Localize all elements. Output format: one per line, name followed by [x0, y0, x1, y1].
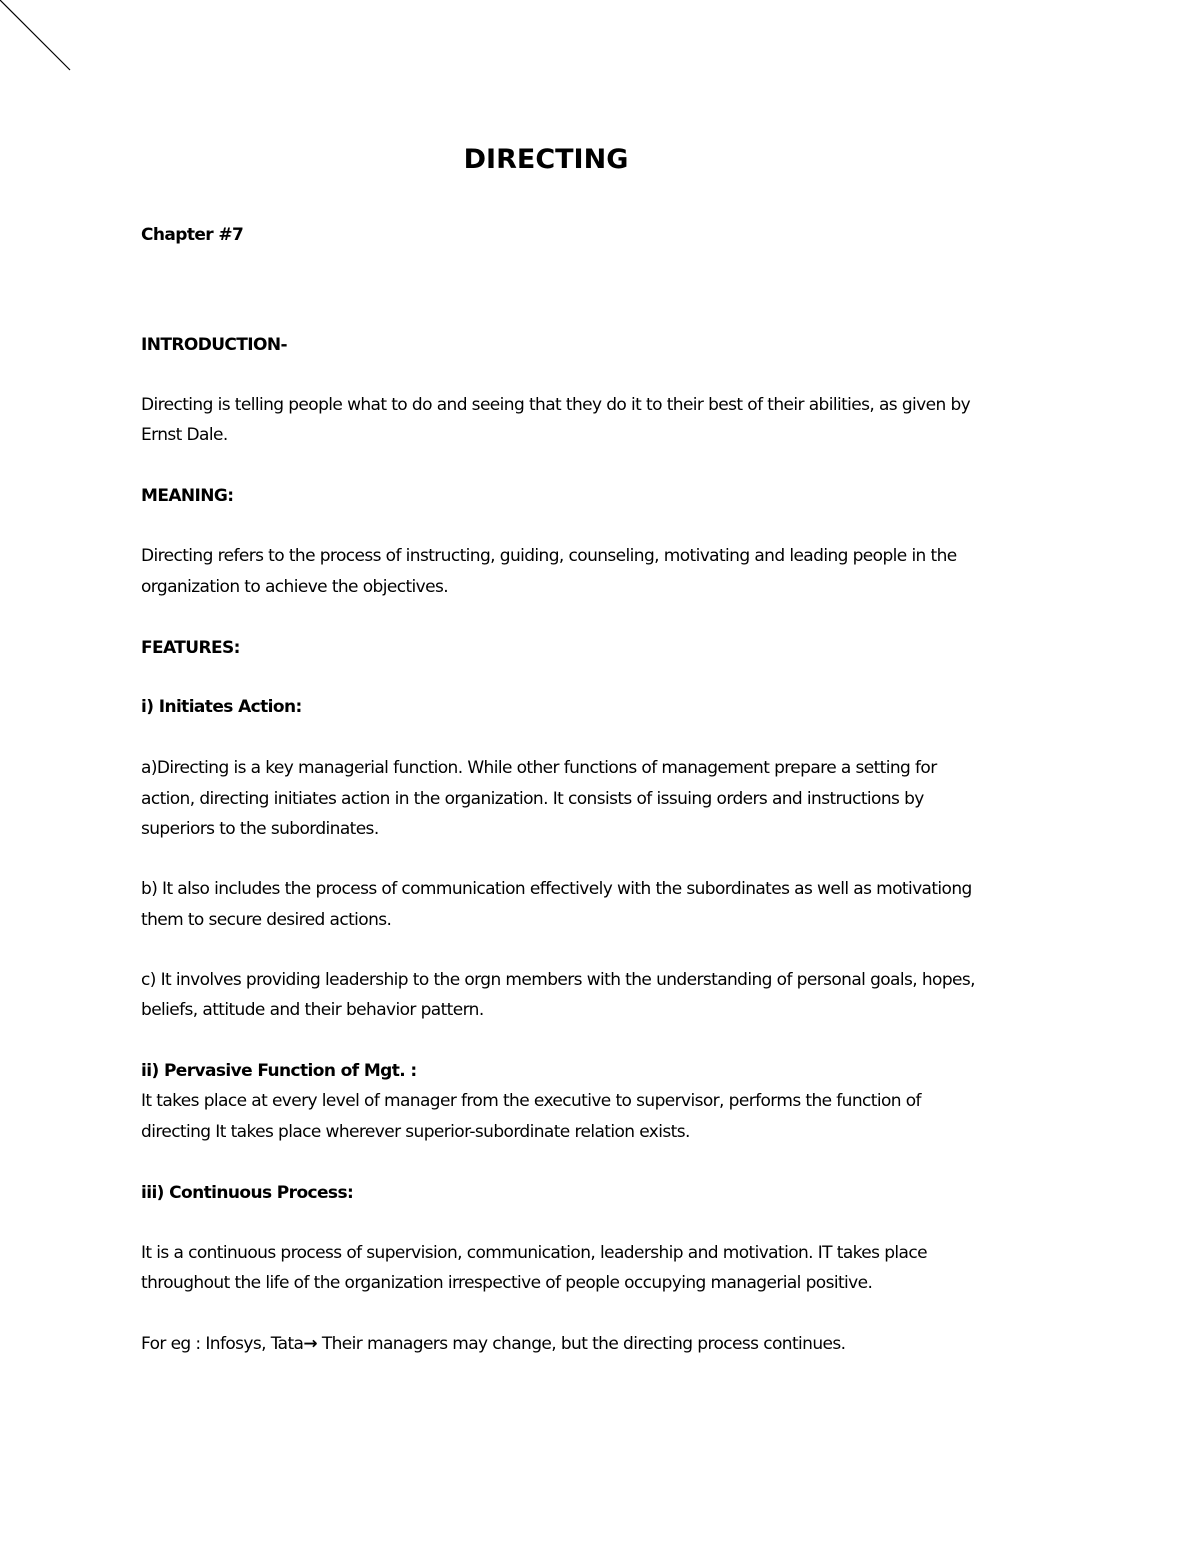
introduction-line: Directing is telling people what to do and seeing that they do it to their best of their abilities, as given by [141, 395, 971, 415]
document-title: DIRECTING [463, 144, 629, 175]
meaning-line: organization to achieve the objectives. [141, 577, 449, 597]
features-heading: FEATURES: [141, 638, 240, 658]
initiates-action-a-line: a)Directing is a key managerial function. While other functions of management prepare a setting for [141, 758, 937, 778]
pervasive-heading: ii) Pervasive Function of Mgt. : [141, 1061, 417, 1081]
chapter-label: Chapter #7 [141, 225, 244, 245]
meaning-heading: MEANING: [141, 486, 234, 506]
initiates-action-b-line: b) It also includes the process of communication effectively with the subordinates as well as motivationg [141, 879, 972, 899]
continuous-heading: iii) Continuous Process: [141, 1183, 354, 1203]
example-prefix: For eg : Infosys, Tata [141, 1334, 304, 1354]
meaning-line: Directing refers to the process of instructing, guiding, counseling, motivating and leading people in the [141, 546, 957, 566]
initiates-action-a-line: superiors to the subordinates. [141, 819, 379, 839]
initiates-action-b-line: them to secure desired actions. [141, 910, 392, 930]
initiates-action-a-line: action, directing initiates action in the organization. It consists of issuing orders and instructions by [141, 789, 924, 809]
corner-diagonal-line [0, 0, 80, 80]
introduction-heading: INTRODUCTION- [141, 335, 287, 355]
initiates-action-heading: i) Initiates Action: [141, 697, 302, 717]
continuous-line: throughout the life of the organization irrespective of people occupying managerial positive. [141, 1273, 873, 1293]
arrow-right-icon: → [303, 1334, 318, 1354]
example-line [141, 1329, 845, 1359]
pervasive-line: It takes place at every level of manager from the executive to supervisor, performs the function of [141, 1091, 921, 1111]
introduction-line: Ernst Dale. [141, 425, 228, 445]
initiates-action-c-line: beliefs, attitude and their behavior pattern. [141, 1000, 484, 1020]
initiates-action-c-line: c) It involves providing leadership to the orgn members with the understanding of personal goals, hopes, [141, 970, 975, 990]
example-suffix: Their managers may change, but the directing process continues. [317, 1334, 846, 1354]
continuous-line: It is a continuous process of supervision, communication, leadership and motivation. IT takes place [141, 1243, 927, 1263]
pervasive-line: directing It takes place wherever superior-subordinate relation exists. [141, 1122, 690, 1142]
